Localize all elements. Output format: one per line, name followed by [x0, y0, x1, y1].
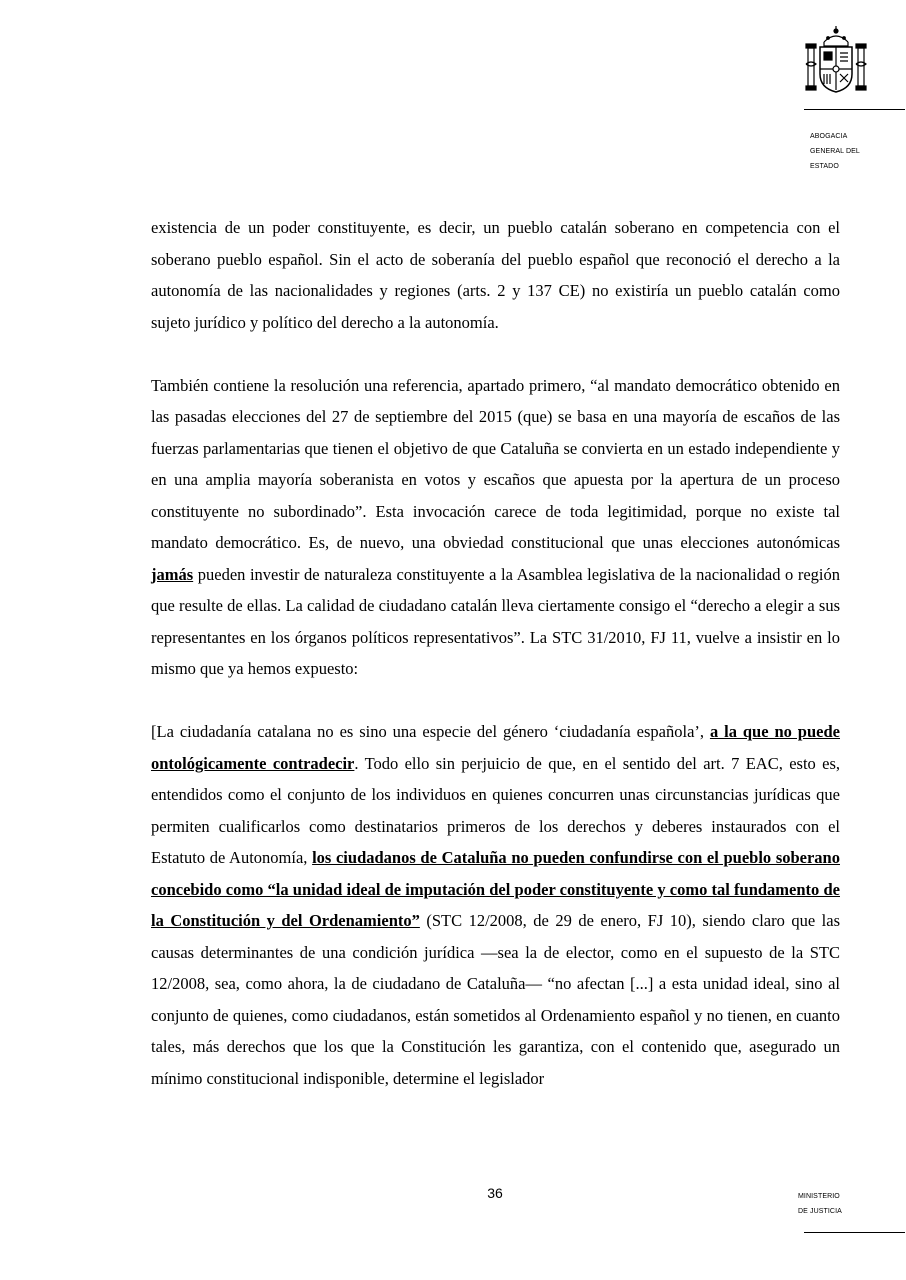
ministry-line: DE JUSTICIA [798, 1208, 842, 1215]
org-name [810, 129, 860, 174]
paragraph-text: . Todo ello sin perjuicio de que, en el sentido del art. 7 EAC, esto es, entendidos como el conjunto de los individuos en quienes concurren unas circunstancias jurídicas que permiten cualificarlos como destinatarios primeros de los derechos y deberes instaurados con el Estatuto de Autonomía, [151, 753, 840, 867]
paragraph-text: pueden investir de naturaleza constituyente a la Asamblea legislativa de la nacionalidad o región que resulte de ellas. La calidad de ciudadano catalán lleva ciertamente consigo el “derecho a elegir a sus representantes en los órganos políticos representativos”. La STC 31/2010, FJ 11, vuelve a insistir en lo mismo que ya hemos expuesto: [151, 564, 840, 678]
ministry-line: MINISTERIO [798, 1193, 840, 1200]
emphasis-text: los ciudadanos de Cataluña no pueden confundirse con el pueblo soberano concebido como “la unidad ideal de imputación del poder constituyente y como tal fundamento de la Constitución y del Ordenamiento” [151, 848, 840, 930]
org-line: GENERAL DEL [810, 148, 860, 155]
paragraph-text: (STC 12/2008, de 29 de enero, FJ 10), siendo claro que las causas determinantes de una condición jurídica —sea la de elector, como en el supuesto de la STC 12/2008, sea, como ahora, la de ciudadano de Cataluña— “no afectan [...] a esta unidad ideal, sino al conjunto de quienes, como ciudadanos, están sometidos al Ordenamiento español y no tienen, en cuanto tales, más derechos que los que la Constitución les garantiza, con el contenido que, asegurado un mínimo constitucional indisponible, determine el legislador [151, 911, 840, 1088]
paragraph-text: [La ciudadanía catalana no es sino una especie del género ‘ciudadanía española’, [151, 722, 710, 741]
paragraph-3-quote [151, 716, 840, 1094]
ministry-name [798, 1189, 842, 1219]
paragraph-2 [151, 370, 840, 685]
page-number: 36 [487, 1185, 503, 1201]
emphasis-text: jamás [151, 564, 194, 584]
paragraph-1 [151, 212, 840, 338]
document-body [151, 212, 840, 1094]
org-line: ABOGACIA [810, 133, 848, 140]
org-line: ESTADO [810, 163, 839, 170]
coat-of-arms-logo [804, 24, 868, 96]
emphasis-text: a la que no puede ontológicamente contradecir [151, 722, 840, 773]
footer-rule [804, 1232, 905, 1233]
paragraph-text: También contiene la resolución una referencia, apartado primero, “al mandato democrático obtenido en las pasadas elecciones del 27 de septiembre del 2015 (que) se basa en una mayoría de escaños de las fuerzas parlamentarias que tienen el objetivo de que Cataluña se convierta en un estado independiente y en una amplia mayoría soberanista en votos y escaños que apuesta por la apertura de un proceso constituyente no subordinado”. Esta invocación carece de toda legitimidad, porque no existe tal mandato democrático. Es, de nuevo, una obviedad constitucional que unas elecciones autonómicas [151, 375, 840, 552]
paragraph-text: existencia de un poder constituyente, es decir, un pueblo catalán soberano en competencia con el soberano pueblo español. Sin el acto de soberanía del pueblo español que reconoció el derecho a la autonomía de las nacionalidades y regiones (arts. 2 y 137 CE) no existiría un pueblo catalán como sujeto jurídico y político del derecho a la autonomía. [151, 218, 840, 332]
header-rule [804, 109, 905, 110]
